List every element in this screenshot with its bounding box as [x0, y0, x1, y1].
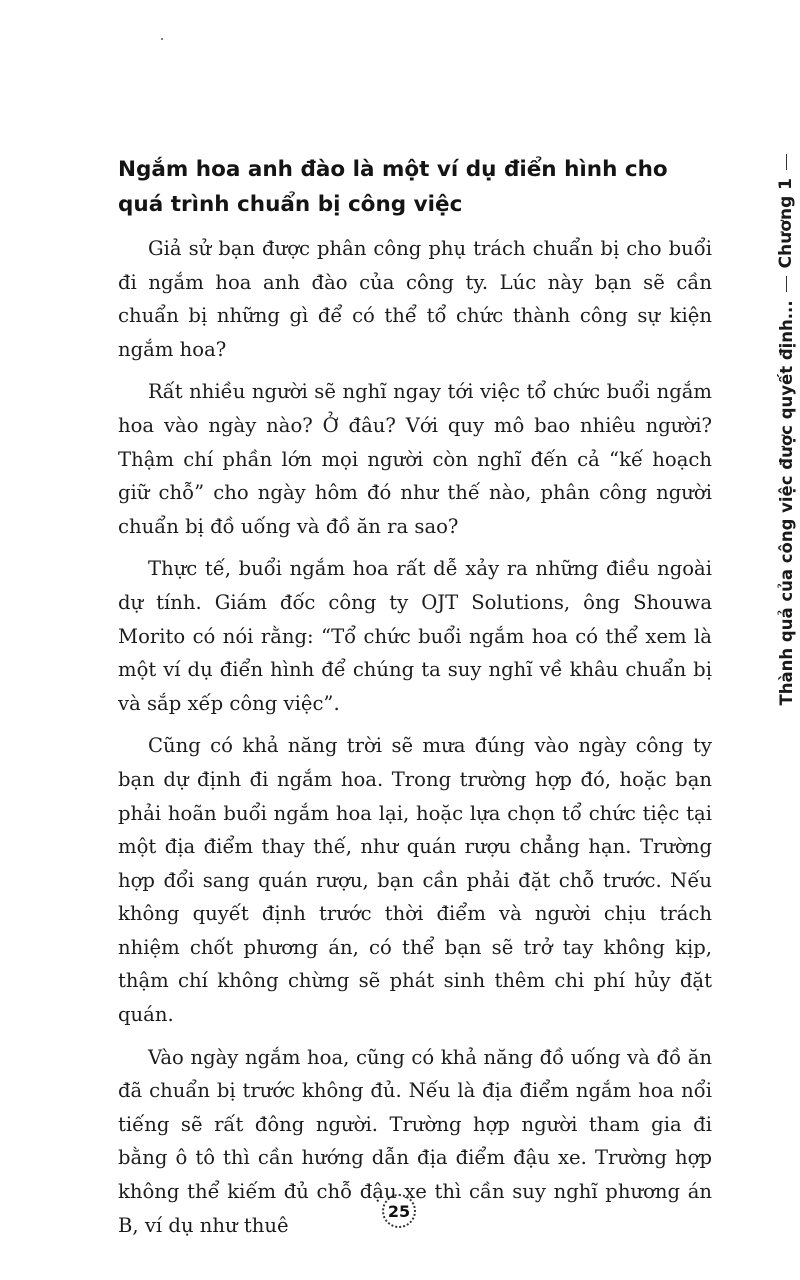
paragraph-2: Rất nhiều người sẽ nghĩ ngay tới việc tổ chức buổi ngắm hoa vào ngày nào? Ở đâu? Với quy mô bao nhiêu người? Thậm chí phần lớn mọi người còn nghĩ đến cả “kế hoạch giữ chỗ” cho ngày hôm đó như thế nào, phân công người chuẩn bị đồ uống và đồ ăn ra sao?: [118, 380, 712, 538]
separator-line: [786, 276, 787, 292]
page-number: 25: [382, 1194, 416, 1228]
paragraph-3: Thực tế, buổi ngắm hoa rất dễ xảy ra những điều ngoài dự tính. Giám đốc công ty OJT Solutions, ông Shouwa Morito có nói rằng: “Tổ chức buổi ngắm hoa có thể xem là một ví dụ điển hình để chúng ta suy nghĩ về khâu chuẩn bị và sắp xếp công việc”.: [118, 557, 712, 715]
body-text: [118, 232, 712, 1251]
section-heading: Ngắm hoa anh đào là một ví dụ điển hình cho quá trình chuẩn bị công việc: [118, 157, 668, 217]
chapter-side-text: [764, 146, 800, 706]
chapter-side-tab: [760, 150, 800, 710]
paragraph-4: Cũng có khả năng trời sẽ mưa đúng vào ngày công ty bạn dự định đi ngắm hoa. Trong trường hợp đó, hoặc bạn phải hoãn buổi ngắm hoa lại, hoặc lựa chọn tổ chức tiệc tại một địa điểm thay thế, như quán rượu chẳng hạn. Trường hợp đổi sang quán rượu, bạn cần phải đặt chỗ trước. Nếu không quyết định trước thời điểm và người chịu trách nhiệm chốt phương án, có thể bạn sẽ trở tay không kịp, thậm chí không chừng sẽ phát sinh thêm chi phí hủy đặt quán.: [118, 734, 712, 1027]
separator-line: [786, 154, 787, 170]
paragraph-5: Vào ngày ngắm hoa, cũng có khả năng đồ uống và đồ ăn đã chuẩn bị trước không đủ. Nếu là địa điểm ngắm hoa nổi tiếng sẽ rất đông người. Trường hợp người tham gia đi bằng ô tô thì cần hướng dẫn địa điểm đậu xe. Trường hợp không thể kiếm đủ chỗ đậu xe thì cần suy nghĩ phương án B, ví dụ như thuê: [118, 1045, 712, 1237]
paragraph-1: Giả sử bạn được phân công phụ trách chuẩn bị cho buổi đi ngắm hoa anh đào của công ty. Lúc này bạn sẽ cần chuẩn bị những gì để có thể tổ chức thành công sự kiện ngắm hoa?: [118, 237, 712, 361]
chapter-label: Chương 1: [776, 178, 796, 269]
chapter-title: Thành quả của công việc được quyết định...: [776, 300, 796, 706]
print-speck: [161, 38, 163, 40]
